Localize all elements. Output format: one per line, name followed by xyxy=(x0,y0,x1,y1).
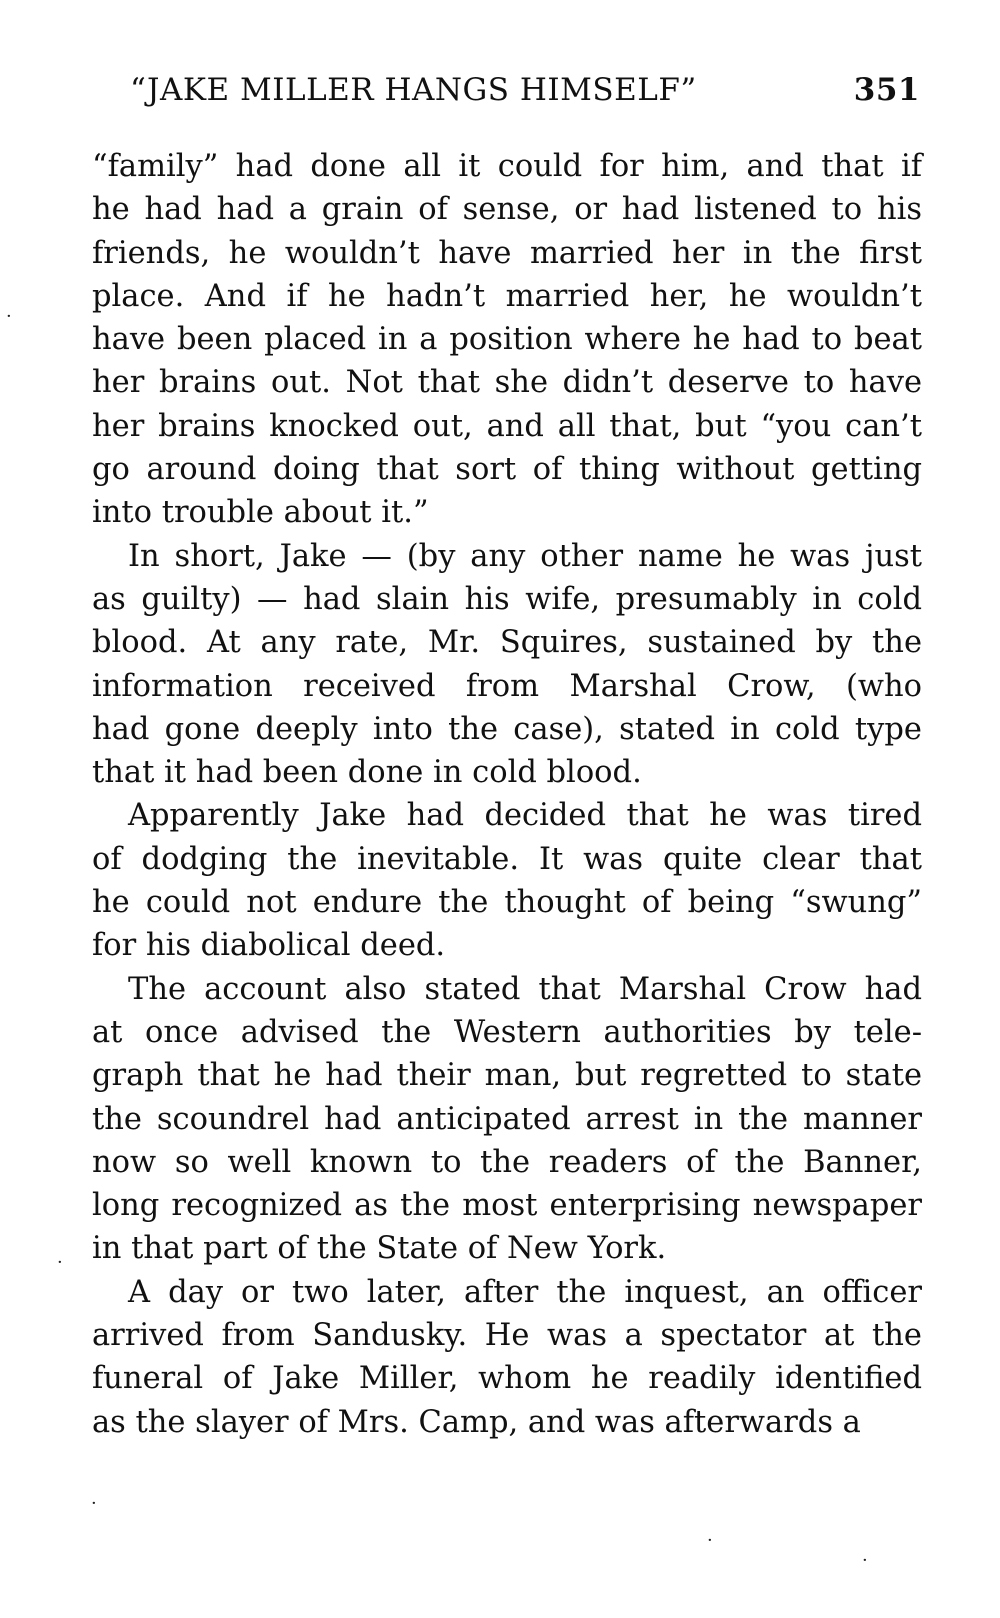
margin-speck: · xyxy=(57,1252,63,1273)
margin-speck: · xyxy=(862,1550,868,1571)
margin-speck: · xyxy=(707,1530,713,1551)
running-head xyxy=(130,72,920,112)
text-line: he could not endure the thought of being “swung” xyxy=(92,885,922,921)
text-line: he had had a grain of sense, or had listened to his xyxy=(92,192,922,228)
text-line: the scoundrel had anticipated arrest in the manner xyxy=(92,1101,922,1137)
text-line: The account also stated that Marshal Crow had xyxy=(128,971,922,1007)
text-line: into trouble about it.” xyxy=(92,495,429,531)
margin-speck: · xyxy=(6,306,12,327)
text-line: go around doing that sort of thing without getting xyxy=(92,452,922,488)
text-line: friends, he wouldn’t have married her in the first xyxy=(92,235,922,271)
text-line: have been placed in a position where he had to beat xyxy=(92,322,922,358)
text-line: in that part of the State of New York. xyxy=(92,1231,667,1267)
paragraph xyxy=(92,794,922,967)
text-line: now so well known to the readers of the Banner, xyxy=(92,1144,922,1180)
text-line: arrived from Sandusky. He was a spectator at the xyxy=(92,1318,922,1354)
text-line: blood. At any rate, Mr. Squires, sustained by the xyxy=(92,625,922,661)
margin-speck: · xyxy=(91,1493,97,1514)
paragraph xyxy=(92,535,922,795)
text-line: place. And if he hadn’t married her, he wouldn’t xyxy=(92,278,922,314)
text-line: graph that he had their man, but regretted to state xyxy=(92,1058,922,1094)
text-line: “family” had done all it could for him, and that if xyxy=(92,149,922,184)
text-line: her brains knocked out, and all that, but “you can’t xyxy=(92,408,922,444)
text-line: as guilty) — had slain his wife, presumably in cold xyxy=(92,581,922,617)
text-line: had gone deeply into the case), stated in cold type xyxy=(92,711,922,747)
text-line: that it had been done in cold blood. xyxy=(92,755,642,791)
text-line: at once advised the Western authorities by tele- xyxy=(92,1014,922,1050)
text-line: Apparently Jake had decided that he was tired xyxy=(128,798,922,834)
text-line: information received from Marshal Crow, (who xyxy=(92,668,922,704)
paragraph xyxy=(92,1271,922,1444)
text-line: funeral of Jake Miller, whom he readily identified xyxy=(92,1361,922,1397)
text-line: her brains out. Not that she didn’t deserve to have xyxy=(92,365,922,401)
body-text xyxy=(92,145,922,1444)
text-line: long recognized as the most enterprising newspaper xyxy=(92,1188,922,1224)
running-title: “JAKE MILLER HANGS HIMSELF” xyxy=(130,72,697,108)
text-line: In short, Jake — (by any other name he was just xyxy=(128,538,922,574)
text-line: for his diabolical deed. xyxy=(92,928,446,964)
paragraph xyxy=(92,968,922,1271)
page-number: 351 xyxy=(853,72,920,108)
paragraph xyxy=(92,145,922,535)
text-line: as the slayer of Mrs. Camp, and was afterwards a xyxy=(92,1404,861,1440)
text-line: A day or two later, after the inquest, an officer xyxy=(128,1274,922,1310)
text-line: of dodging the inevitable. It was quite clear that xyxy=(92,841,922,877)
